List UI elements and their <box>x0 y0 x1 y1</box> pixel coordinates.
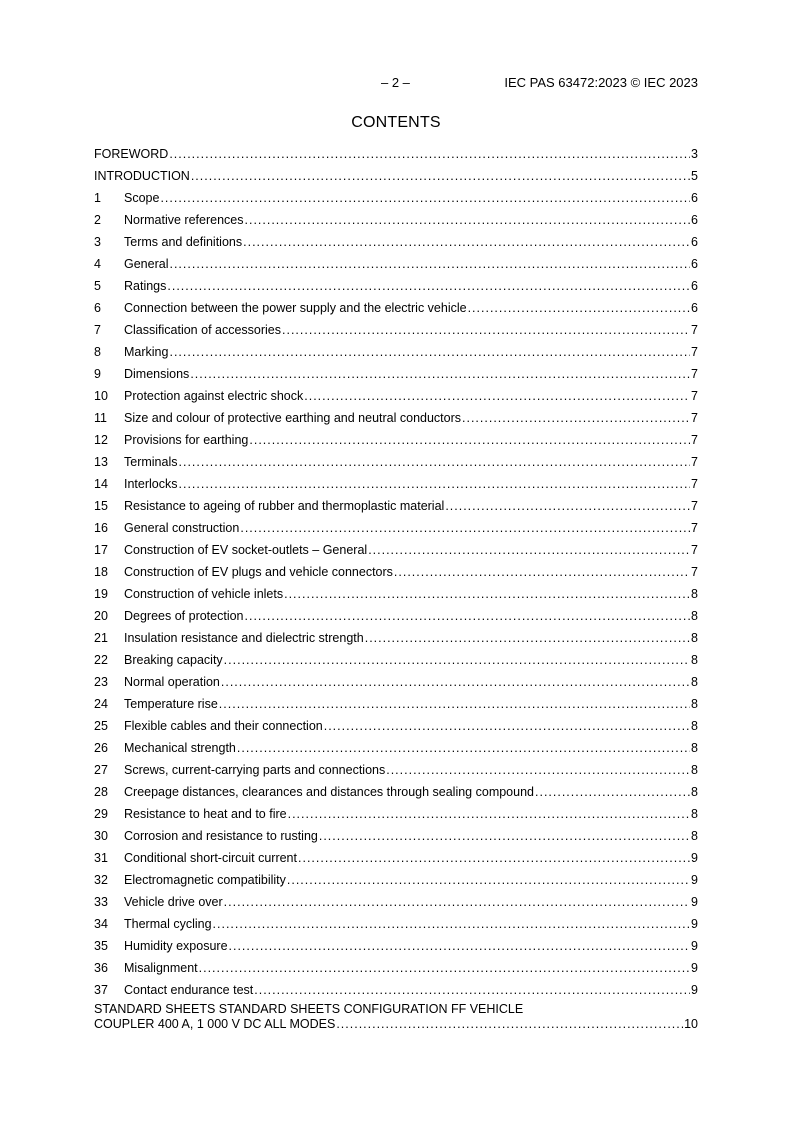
toc-entry-title: Misalignment <box>124 961 198 975</box>
toc-entry[interactable] <box>94 253 698 275</box>
dot-leader <box>237 737 690 759</box>
toc-entry-title: Creepage distances, clearances and distances through sealing compound <box>124 785 534 799</box>
toc-entry-title: Normal operation <box>124 675 220 689</box>
toc-entry-title-line1: STANDARD SHEETS STANDARD SHEETS CONFIGURATION FF VEHICLE <box>94 1002 524 1016</box>
dot-leader <box>284 583 690 605</box>
toc-entry-number: 18 <box>94 565 108 579</box>
toc-entry-number: 7 <box>94 323 101 337</box>
toc-entry-title: Corrosion and resistance to rusting <box>124 829 318 843</box>
toc-entry-title: Terms and definitions <box>124 235 243 249</box>
toc-entry-title: Construction of vehicle inlets <box>124 587 284 601</box>
dot-leader <box>298 847 690 869</box>
toc-entry-page: 8 <box>691 653 698 667</box>
toc-entry-page: 6 <box>691 213 698 227</box>
toc-entry-page: 8 <box>691 587 698 601</box>
toc-entry-title: Screws, current-carrying parts and connections <box>124 763 386 777</box>
toc-entry-number: 14 <box>94 477 108 491</box>
dot-leader <box>245 605 691 627</box>
toc-entry[interactable] <box>94 715 698 737</box>
toc-entry[interactable] <box>94 451 698 473</box>
toc-entry-number: 36 <box>94 961 108 975</box>
toc-entry[interactable] <box>94 913 698 935</box>
toc-entry-number: 13 <box>94 455 108 469</box>
dot-leader <box>386 759 690 781</box>
toc-entry-title: Flexible cables and their connection <box>124 719 323 733</box>
toc-entry-page: 6 <box>691 301 698 315</box>
dot-leader <box>169 253 690 275</box>
toc-entry-number: 2 <box>94 213 101 227</box>
toc-entry-page: 6 <box>691 235 698 249</box>
toc-entry-title: Contact endurance test <box>124 983 254 997</box>
toc-entry-page: 7 <box>691 345 698 359</box>
dot-leader <box>535 781 690 803</box>
toc-entry[interactable] <box>94 803 698 825</box>
toc-entry-title: Protection against electric shock <box>124 389 304 403</box>
toc-entry[interactable] <box>94 649 698 671</box>
toc-entry-title: Marking <box>124 345 169 359</box>
toc-entry-number: 37 <box>94 983 108 997</box>
dot-leader <box>365 627 690 649</box>
toc-entry[interactable] <box>94 297 698 319</box>
toc-entry-page: 7 <box>691 323 698 337</box>
toc-entry-number: 32 <box>94 873 108 887</box>
toc-entry-title: Connection between the power supply and the electric vehicle <box>124 301 467 315</box>
toc-entry-page: 6 <box>691 191 698 205</box>
toc-entry-page: 7 <box>691 433 698 447</box>
toc-entry-number: 29 <box>94 807 108 821</box>
toc-entry-page: 7 <box>691 411 698 425</box>
toc-entry-title: General construction <box>124 521 240 535</box>
toc-entry-page: 9 <box>691 873 698 887</box>
toc-entry-number: 34 <box>94 917 108 931</box>
toc-entry[interactable] <box>94 605 698 627</box>
toc-entry-number: 31 <box>94 851 108 865</box>
toc-entry-title: Dimensions <box>124 367 190 381</box>
toc-entry[interactable] <box>94 429 698 451</box>
toc-entry-number: 26 <box>94 741 108 755</box>
toc-entry-page: 8 <box>691 829 698 843</box>
toc-entry-number: 17 <box>94 543 108 557</box>
toc-entry-number: 1 <box>94 191 101 205</box>
dot-leader <box>254 979 690 1001</box>
toc-entry-title: Conditional short-circuit current <box>124 851 297 865</box>
dot-leader <box>468 297 690 319</box>
dot-leader <box>190 363 690 385</box>
toc-entry-page: 7 <box>691 543 698 557</box>
toc-entry[interactable] <box>94 935 698 957</box>
toc-entry-title: Provisions for earthing <box>124 433 249 447</box>
document-id: IEC PAS 63472:2023 © IEC 2023 <box>504 75 698 90</box>
toc-entry-number: 3 <box>94 235 101 249</box>
toc-entry-title-line2: COUPLER 400 A, 1 000 V DC ALL MODES <box>94 1017 336 1031</box>
toc-entry[interactable] <box>94 583 698 605</box>
toc-entry-number: 30 <box>94 829 108 843</box>
dot-leader <box>324 715 690 737</box>
toc-entry-title: Temperature rise <box>124 697 218 711</box>
toc-entry-title: Degrees of protection <box>124 609 244 623</box>
toc-entry-title: Electromagnetic compatibility <box>124 873 286 887</box>
dot-leader <box>336 1017 683 1032</box>
toc-entry[interactable] <box>94 363 698 385</box>
dot-leader <box>169 143 690 165</box>
toc-entry[interactable] <box>94 231 698 253</box>
toc-entry[interactable] <box>94 869 698 891</box>
toc-entry-title: INTRODUCTION <box>94 169 190 183</box>
toc-entry-title: Scope <box>124 191 160 205</box>
toc-entry-page: 7 <box>691 521 698 535</box>
toc-entry[interactable] <box>94 781 698 803</box>
dot-leader <box>224 891 690 913</box>
dot-leader <box>287 869 690 891</box>
toc-entry-title: Classification of accessories <box>124 323 282 337</box>
toc-entry-page: 7 <box>691 477 698 491</box>
toc-entry[interactable] <box>94 517 698 539</box>
toc-entry-number: 23 <box>94 675 108 689</box>
toc-entry-number: 4 <box>94 257 101 271</box>
dot-leader <box>249 429 690 451</box>
toc-entry[interactable] <box>94 209 698 231</box>
toc-entry[interactable] <box>94 979 698 1001</box>
toc-entry-title: Mechanical strength <box>124 741 236 755</box>
toc-entry[interactable] <box>94 957 698 979</box>
toc-entry[interactable] <box>94 693 698 715</box>
toc-entry-number: 33 <box>94 895 108 909</box>
toc-entry[interactable] <box>94 407 698 429</box>
toc-entry-page: 3 <box>691 147 698 161</box>
toc-entry-title: Terminals <box>124 455 178 469</box>
dot-leader <box>229 935 691 957</box>
toc-entry-number: 12 <box>94 433 108 447</box>
toc-entry-title: General <box>124 257 169 271</box>
toc-entry-number: 6 <box>94 301 101 315</box>
toc-entry-page: 8 <box>691 807 698 821</box>
toc-entry-page: 8 <box>691 719 698 733</box>
toc-entry-page: 9 <box>691 961 698 975</box>
toc-entry-number: 16 <box>94 521 108 535</box>
toc-entry[interactable] <box>94 187 698 209</box>
toc-entry-page: 9 <box>691 917 698 931</box>
toc-entry-number: 27 <box>94 763 108 777</box>
table-of-contents <box>94 143 698 1032</box>
dot-leader <box>199 957 690 979</box>
toc-entry[interactable] <box>94 539 698 561</box>
toc-entry-number: 21 <box>94 631 108 645</box>
toc-entry-page: 8 <box>691 785 698 799</box>
toc-entry-page: 8 <box>691 763 698 777</box>
dot-leader <box>304 385 690 407</box>
toc-entry-number: 25 <box>94 719 108 733</box>
toc-entry-title: Normative references <box>124 213 244 227</box>
toc-entry-number: 35 <box>94 939 108 953</box>
toc-entry-title: Resistance to ageing of rubber and thermoplastic material <box>124 499 445 513</box>
toc-entry-title: Breaking capacity <box>124 653 223 667</box>
dot-leader <box>179 473 691 495</box>
toc-entry-title: Construction of EV socket-outlets – General <box>124 543 368 557</box>
toc-entry[interactable] <box>94 275 698 297</box>
toc-entry-standard-sheets[interactable] <box>94 1002 698 1032</box>
toc-entry[interactable] <box>94 847 698 869</box>
dot-leader <box>240 517 690 539</box>
dot-leader <box>368 539 690 561</box>
page-number: – 2 – <box>381 75 410 90</box>
dot-leader <box>221 671 690 693</box>
dot-leader <box>243 231 690 253</box>
toc-entry-page: 9 <box>691 851 698 865</box>
toc-entry-number: 20 <box>94 609 108 623</box>
toc-entry-page: 7 <box>691 565 698 579</box>
toc-entry[interactable] <box>94 759 698 781</box>
toc-entry[interactable] <box>94 737 698 759</box>
toc-entry-page: 6 <box>691 257 698 271</box>
toc-entry[interactable] <box>94 627 698 649</box>
dot-leader <box>319 825 690 847</box>
dot-leader <box>462 407 690 429</box>
toc-entry-page: 8 <box>691 697 698 711</box>
toc-entry-title: FOREWORD <box>94 147 169 161</box>
dot-leader <box>167 275 690 297</box>
toc-entry-number: 15 <box>94 499 108 513</box>
toc-entry-page: 8 <box>691 741 698 755</box>
toc-entry[interactable] <box>94 561 698 583</box>
toc-entry-number: 5 <box>94 279 101 293</box>
toc-entry-page: 7 <box>691 389 698 403</box>
dot-leader <box>213 913 691 935</box>
toc-entry-number: 8 <box>94 345 101 359</box>
dot-leader <box>282 319 690 341</box>
dot-leader <box>191 165 690 187</box>
toc-entry-page: 7 <box>691 367 698 381</box>
toc-entry-page: 8 <box>691 609 698 623</box>
toc-entry-page: 10 <box>684 1017 698 1031</box>
toc-title: CONTENTS <box>351 114 441 131</box>
toc-entry[interactable] <box>94 891 698 913</box>
toc-entry-number: 9 <box>94 367 101 381</box>
toc-entry[interactable] <box>94 341 698 363</box>
dot-leader <box>245 209 691 231</box>
dot-leader <box>445 495 690 517</box>
toc-entry-number: 24 <box>94 697 108 711</box>
toc-entry-page: 9 <box>691 895 698 909</box>
toc-entry[interactable] <box>94 319 698 341</box>
toc-entry-number: 19 <box>94 587 108 601</box>
toc-entry-title: Ratings <box>124 279 167 293</box>
toc-entry-number: 11 <box>94 411 107 425</box>
toc-entry-page: 7 <box>691 455 698 469</box>
toc-entry-page: 7 <box>691 499 698 513</box>
toc-entry[interactable] <box>94 495 698 517</box>
dot-leader <box>160 187 690 209</box>
dot-leader <box>169 341 690 363</box>
toc-entry-title: Insulation resistance and dielectric strength <box>124 631 364 645</box>
toc-entry-page: 8 <box>691 675 698 689</box>
toc-entry-title: Interlocks <box>124 477 178 491</box>
toc-entry-title: Size and colour of protective earthing and neutral conductors <box>124 411 462 425</box>
dot-leader <box>224 649 690 671</box>
toc-entry-page: 5 <box>691 169 698 183</box>
toc-entry-page: 6 <box>691 279 698 293</box>
toc-entry-title: Thermal cycling <box>124 917 212 931</box>
toc-entry[interactable] <box>94 165 698 187</box>
toc-entry[interactable] <box>94 143 698 165</box>
toc-entry-title: Resistance to heat and to fire <box>124 807 287 821</box>
toc-entry-title: Construction of EV plugs and vehicle connectors <box>124 565 393 579</box>
page-header <box>94 75 698 91</box>
toc-entry[interactable] <box>94 825 698 847</box>
dot-leader <box>219 693 690 715</box>
toc-entry[interactable] <box>94 671 698 693</box>
dot-leader <box>394 561 690 583</box>
toc-entry-number: 10 <box>94 389 108 403</box>
dot-leader <box>288 803 690 825</box>
dot-leader <box>179 451 691 473</box>
toc-entry[interactable] <box>94 385 698 407</box>
toc-entry-title: Vehicle drive over <box>124 895 223 909</box>
toc-entry[interactable] <box>94 473 698 495</box>
toc-entry-page: 9 <box>691 939 698 953</box>
toc-entry-number: 28 <box>94 785 108 799</box>
toc-entry-page: 9 <box>691 983 698 997</box>
toc-entry-number: 22 <box>94 653 108 667</box>
toc-entry-page: 8 <box>691 631 698 645</box>
toc-entry-title: Humidity exposure <box>124 939 228 953</box>
